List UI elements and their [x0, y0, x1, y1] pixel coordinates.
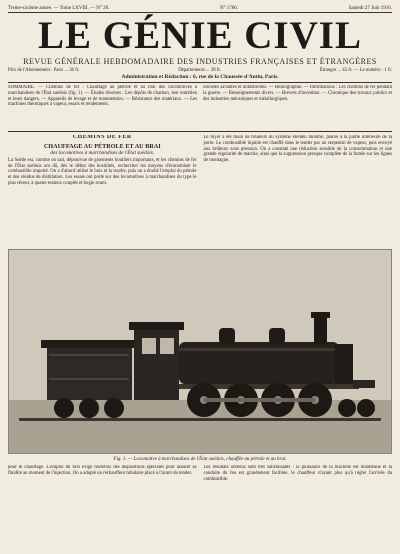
- article-block: [8, 135, 392, 245]
- issue-number: N° 1766.: [219, 6, 239, 11]
- article-text-2: Le foyer a été muni de brûleurs du système Holden modifié, placés à la partie inférieure de la porte. Le combustible liquide est chauffé dans le tender par un serpentin de vapeur, puis envoyé aux brûleurs sous pression. On a constaté une réduction sensible de la consommation et une grande régularité de marche, ainsi que la suppression presque complète de la fumée sur les lignes de montagne.: [203, 135, 392, 164]
- figure-caption: Fig. 1. — Locomotive à marchandises de l'État suédois, chauffée au pétrole et au brai.: [113, 457, 287, 462]
- masthead-subtitle: REVUE GÉNÉRALE HEBDOMADAIRE DES INDUSTRIES FRANÇAISES ET ÉTRANGÈRES: [23, 57, 377, 66]
- issue-meta-line: [8, 4, 392, 13]
- subscription-middle: Départements ... 38 fr.: [178, 68, 221, 73]
- bottom-column-2: Les résultats obtenus sont très satisfaisants : la puissance de la machine est maintenue et la conduite du feu est grandement facilitée, le chauffeur n'ayant plus qu'à régler l'arrivée du combustible.: [203, 465, 392, 482]
- article-text-1: La Suède est, comme on sait, dépourvue de gisements houillers importants, et les chemins de fer de l'État suédois ont dû, dès le début des hostilités, rechercher les moyens d'économiser le combustible importé. On a d'abord utilisé le bois et la tourbe, puis on a étudié l'emploi du pétrole et des résidus de distillation. Les essais ont porté sur des locomotives à marchandises du type le plus récent, à quatre essieux couplés et bogie avant.: [8, 157, 197, 186]
- administration-line: Administration et Rédaction : 6, rue de la Chaussée-d'Antin, Paris.: [8, 74, 392, 83]
- section-title: CHEMINS DE FER: [72, 135, 132, 140]
- subscription-right: Étranger ... 45 fr. — Le numéro : 1 fr.: [319, 68, 392, 73]
- article-column-1: [8, 135, 197, 245]
- summary-left: SOMMAIRE. — Chemins de fer : Chauffage au pétrole et au brai des locomotives à marchandises de l'État suédois (fig. 1). — Études diverses : Les dépôts de charbon, leur entretien et leurs dangers. — Appareils de levage et de manutention. — Résistance des matériaux. — Les machines thermiques à vapeur, essais et rendements.: [8, 85, 197, 108]
- newspaper-page: [8, 4, 392, 546]
- article-column-2: [204, 135, 393, 245]
- locomotive-illustration: [9, 250, 391, 453]
- article-title: CHAUFFAGE AU PÉTROLE ET AU BRAI: [43, 142, 161, 150]
- issue-date: Samedi 27 Juin 1916.: [348, 6, 392, 11]
- bottom-column-1: pour le chauffage. L'emploi du brai exige toutefois des dispositions spéciales pour assurer sa fluidité au moment de l'injection. On a adopté un réchauffeur tubulaire placé à l'avant du tender.: [8, 465, 197, 476]
- bottom-text-block: [8, 465, 392, 513]
- locomotive-figure: [8, 249, 392, 454]
- volume-info: Trente-sixième année. — Tome LXVIII. — N° 26.: [8, 6, 110, 11]
- subscription-left: Prix de l'Abonnement : Paris ... 36 fr.: [8, 68, 80, 73]
- summary-right: Sociétés savantes et industrielles. — Bibliographie. — Informations : Les chemins de fer pendant la guerre. — Renseignements divers. — Brevets d'invention. — Chronique des travaux publics et des industries mécaniques et métallurgiques.: [203, 85, 392, 102]
- article-subtitle: des locomotives à marchandises de l'État suédois.: [50, 149, 155, 156]
- masthead-title: LE GÉNIE CIVIL: [38, 14, 362, 57]
- summary-block: [8, 85, 392, 132]
